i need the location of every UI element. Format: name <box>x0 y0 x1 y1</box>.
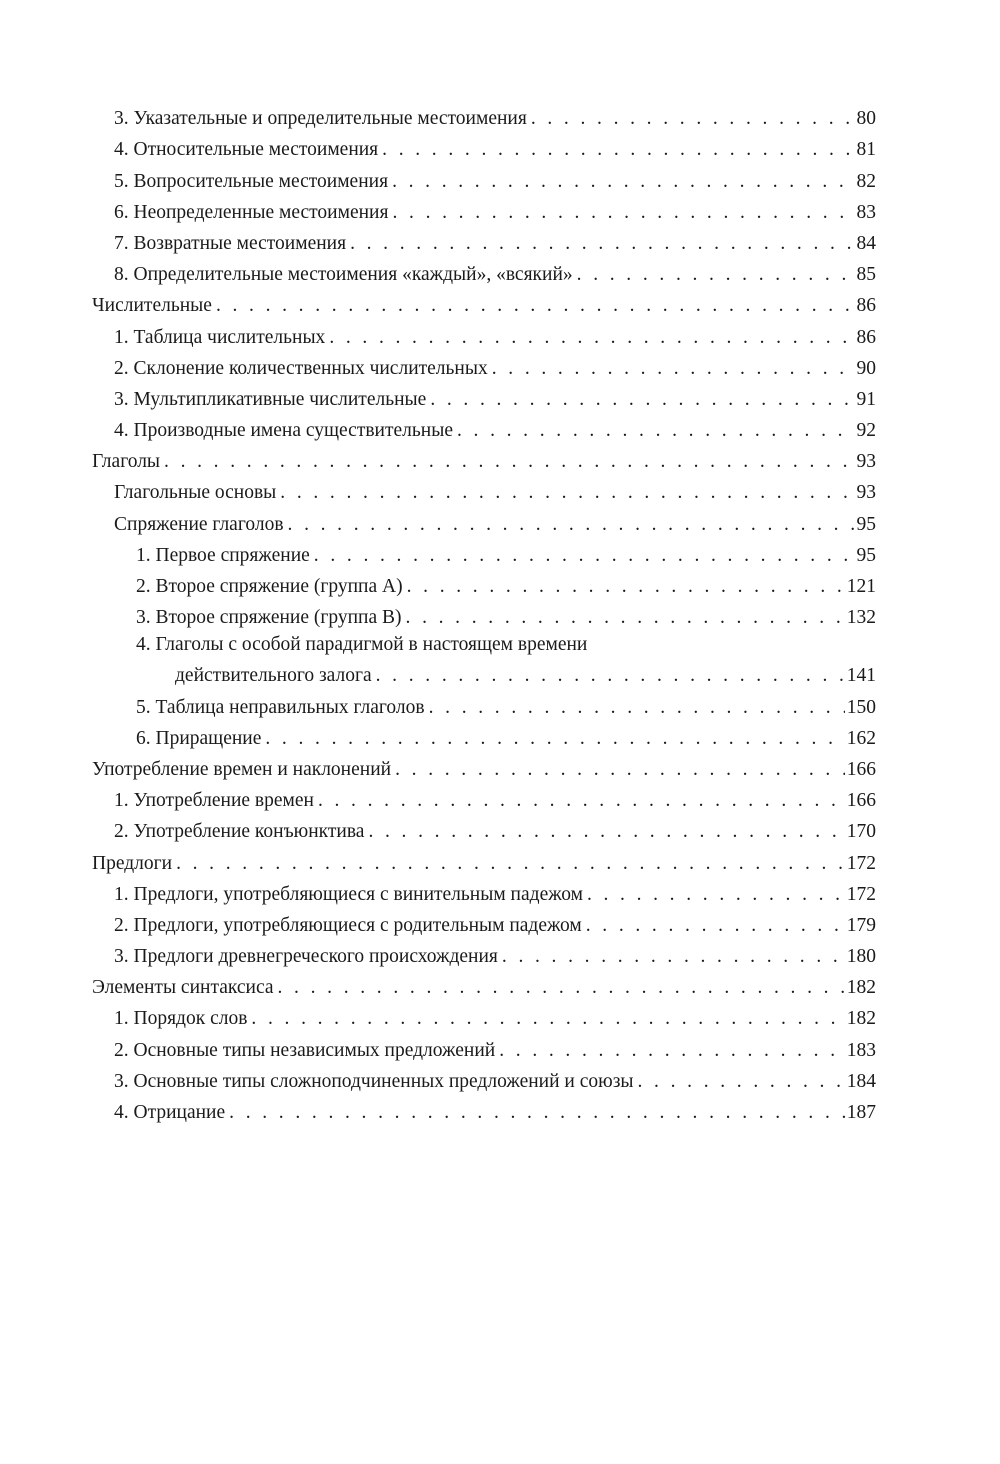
toc-entry-title: 2. Второе спряжение (группа А) <box>136 576 403 597</box>
toc-entry-title-continuation: действительного залога <box>175 665 372 687</box>
toc-entry[interactable] <box>92 1094 876 1125</box>
toc-entry-page: 141 <box>846 665 876 687</box>
dot-leader <box>587 883 845 907</box>
toc-entry-page: 172 <box>846 852 876 874</box>
toc-entry-title: 6. Приращение <box>136 727 262 749</box>
dot-leader <box>406 606 845 630</box>
toc-entry[interactable] <box>92 938 876 969</box>
dot-leader <box>350 232 854 256</box>
toc-entry-page: 184 <box>846 1070 876 1092</box>
dot-leader <box>265 727 844 751</box>
dot-leader <box>251 1007 844 1031</box>
toc-entry-title: 4. Глаголы с особой парадигмой в настоящем времени <box>136 634 588 656</box>
dot-leader <box>502 945 845 969</box>
toc-entry-title: 2. Употребление конъюнктива <box>114 821 365 843</box>
toc-section-title: Элементы синтаксиса <box>92 977 274 999</box>
toc-entry[interactable] <box>92 194 876 225</box>
toc-section[interactable] <box>92 287 876 318</box>
toc-entry-page: 150 <box>846 696 876 718</box>
dot-leader <box>457 419 855 443</box>
toc-entry-page: 170 <box>846 821 876 843</box>
toc-entry-page: 91 <box>856 388 876 410</box>
toc-entry[interactable] <box>92 782 876 813</box>
toc-section[interactable] <box>92 751 876 782</box>
toc-entry-title: 6. Неопределенные местоимения <box>114 201 389 223</box>
toc-entry[interactable] <box>92 412 876 443</box>
toc-entry-title: 1. Порядок слов <box>114 1008 248 1030</box>
toc-entry-title: 5. Таблица неправильных глаголов <box>136 696 425 718</box>
toc-entry-page: 166 <box>846 758 876 780</box>
toc-section[interactable] <box>92 844 876 875</box>
toc-entry-title: 1. Употребление времен <box>114 790 314 812</box>
dot-leader <box>499 1039 845 1063</box>
toc-entry-page: 182 <box>846 977 876 999</box>
toc-entry[interactable] <box>92 1063 876 1094</box>
toc-entry[interactable] <box>92 630 876 657</box>
dot-leader <box>392 201 854 225</box>
toc-entry-title: 1. Предлоги, употребляющиеся с винительным падежом <box>114 883 583 905</box>
toc-section-title: Числительные <box>92 295 212 317</box>
toc-entry[interactable] <box>92 720 876 751</box>
dot-leader <box>164 450 854 474</box>
toc-entry[interactable] <box>92 568 876 599</box>
toc-entry-page: 121 <box>846 576 876 597</box>
dot-leader <box>429 696 845 720</box>
dot-leader <box>577 263 855 287</box>
toc-entry-page: 86 <box>856 326 876 348</box>
toc-entry-continuation[interactable] <box>92 657 876 688</box>
toc-entry[interactable] <box>92 813 876 844</box>
dot-leader <box>318 789 845 813</box>
toc-entry-page: 95 <box>856 544 876 566</box>
toc-entry-title: 2. Склонение количественных числительных <box>114 357 488 379</box>
toc-subsection-title: Глагольные основы <box>114 482 277 504</box>
toc-entry-page: 182 <box>846 1008 876 1030</box>
toc-entry[interactable] <box>92 131 876 162</box>
toc-subsection[interactable] <box>92 474 876 505</box>
dot-leader <box>395 758 845 782</box>
toc-entry[interactable] <box>92 162 876 193</box>
toc-entry[interactable] <box>92 876 876 907</box>
toc-entry-page: 187 <box>846 1102 876 1123</box>
toc-entry[interactable] <box>92 1031 876 1062</box>
toc-entry-title: 1. Таблица числительных <box>114 326 326 348</box>
toc-entry-title: 1. Первое спряжение <box>136 544 310 566</box>
toc-section-title: Употребление времен и наклонений <box>92 758 392 780</box>
toc-entry-page: 179 <box>846 914 876 936</box>
dot-leader <box>329 326 854 350</box>
toc-entry-title: 4. Отрицание <box>114 1102 226 1123</box>
toc-entry-page: 92 <box>856 420 876 442</box>
toc-entry[interactable] <box>92 318 876 349</box>
toc-entry-title: 5. Вопросительные местоимения <box>114 170 389 192</box>
toc-entry-page: 166 <box>846 790 876 812</box>
toc-entry[interactable] <box>92 225 876 256</box>
toc-entry[interactable] <box>92 599 876 630</box>
toc-entry-page: 81 <box>856 139 876 161</box>
toc-entry-title: 4. Производные имена существительные <box>114 420 453 442</box>
toc-entry-title: 3. Основные типы сложноподчиненных предложений и союзы <box>114 1070 634 1092</box>
dot-leader <box>280 481 854 505</box>
toc-entry-page: 180 <box>846 946 876 968</box>
dot-leader <box>176 852 845 876</box>
toc-entry-page: 86 <box>856 295 876 317</box>
dot-leader <box>216 294 855 318</box>
toc-entry-page: 83 <box>856 201 876 223</box>
toc-entry[interactable] <box>92 381 876 412</box>
dot-leader <box>376 664 845 688</box>
dot-leader <box>407 575 845 599</box>
toc-entry[interactable] <box>92 256 876 287</box>
dot-leader <box>492 357 855 381</box>
toc-entry-title: 3. Указательные и определительные местоимения <box>114 108 527 130</box>
toc-entry-title: 2. Предлоги, употребляющиеся с родительным падежом <box>114 914 582 936</box>
toc-section[interactable] <box>92 443 876 474</box>
toc-section-title: Глаголы <box>92 451 161 473</box>
toc-entry-title: 3. Второе спряжение (группа В) <box>136 607 402 629</box>
toc-entry[interactable] <box>92 100 876 131</box>
toc-entry-title: 8. Определительные местоимения «каждый», «всякий» <box>114 264 573 286</box>
dot-leader <box>586 914 845 938</box>
toc-entry-page: 82 <box>856 170 876 192</box>
toc-entry-title: 4. Относительные местоимения <box>114 139 379 161</box>
toc-entry-page: 84 <box>856 232 876 254</box>
toc-entry-page: 95 <box>856 513 876 535</box>
toc-entry-page: 90 <box>856 357 876 379</box>
toc-entry-page: 172 <box>846 883 876 905</box>
table-of-contents <box>92 100 876 1125</box>
toc-entry-page: 162 <box>846 727 876 749</box>
toc-entry-title: 3. Мультипликативные числительные <box>114 388 427 410</box>
toc-entry-title: 2. Основные типы независимых предложений <box>114 1039 496 1061</box>
toc-entry-page: 93 <box>856 482 876 504</box>
toc-entry-page: 85 <box>856 264 876 286</box>
toc-subsection-title: Спряжение глаголов <box>114 513 284 535</box>
dot-leader <box>278 976 845 1000</box>
toc-section-title: Предлоги <box>92 852 173 874</box>
dot-leader <box>314 544 855 568</box>
toc-section[interactable] <box>92 969 876 1000</box>
toc-entry-title: 7. Возвратные местоимения <box>114 232 347 254</box>
toc-entry-page: 80 <box>856 108 876 130</box>
toc-entry[interactable] <box>92 537 876 568</box>
toc-entry[interactable] <box>92 350 876 381</box>
dot-leader <box>368 820 844 844</box>
toc-entry-page: 183 <box>846 1039 876 1061</box>
dot-leader <box>288 513 855 537</box>
toc-entry-page: 132 <box>846 607 876 629</box>
dot-leader <box>638 1070 845 1094</box>
dot-leader <box>430 388 854 412</box>
toc-subsection[interactable] <box>92 505 876 536</box>
toc-entry[interactable] <box>92 688 876 719</box>
dot-leader <box>531 107 855 131</box>
dot-leader <box>392 170 854 194</box>
dot-leader <box>229 1101 845 1125</box>
dot-leader <box>382 138 854 162</box>
toc-entry[interactable] <box>92 1000 876 1031</box>
toc-entry-page: 93 <box>856 451 876 473</box>
toc-entry[interactable] <box>92 907 876 938</box>
toc-entry-title: 3. Предлоги древнегреческого происхождения <box>114 946 498 968</box>
